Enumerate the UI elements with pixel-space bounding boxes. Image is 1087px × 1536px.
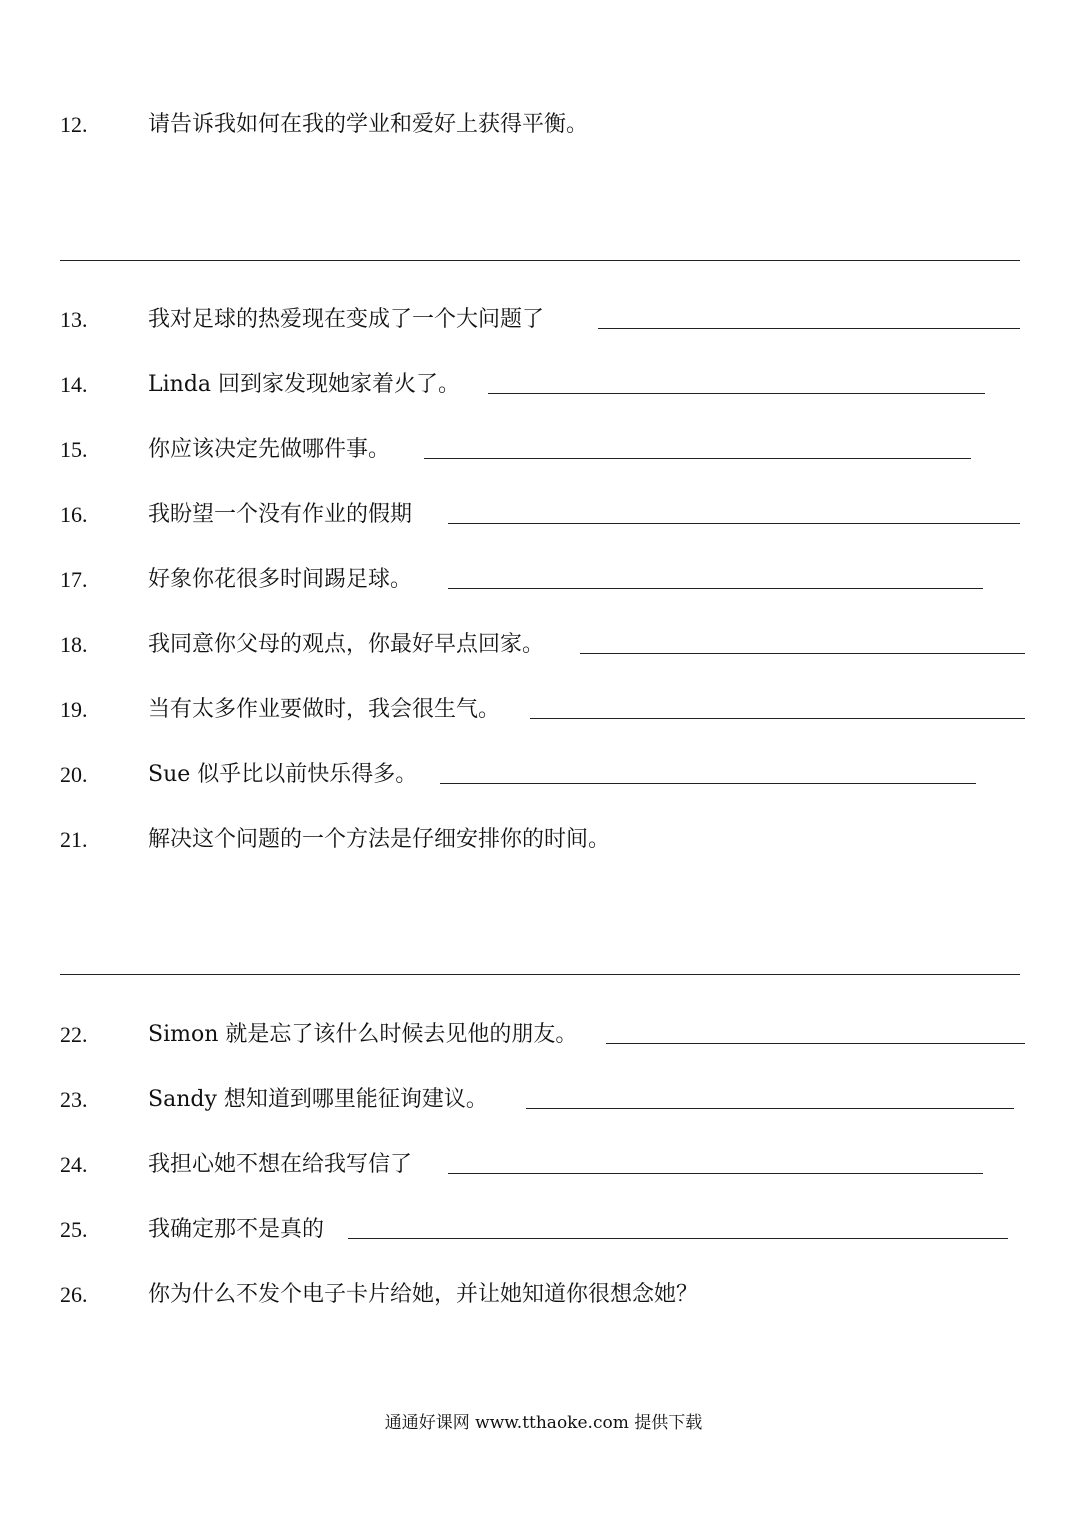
question-text: 我担心她不想在给我写信了 — [148, 1152, 413, 1177]
question-number: 18. — [60, 632, 88, 657]
answer-line-19[interactable] — [530, 718, 1025, 719]
question-text: 你应该决定先做哪件事。 — [148, 437, 391, 462]
page-footer: 通通好课网 www.tthaoke.com 提供下载 — [384, 1413, 703, 1433]
answer-line-22[interactable] — [606, 1043, 1025, 1044]
question-text: Linda 回到家发现她家着火了。 — [148, 372, 461, 397]
answer-line-15[interactable] — [424, 458, 971, 459]
answer-line-14[interactable] — [488, 393, 985, 394]
answer-line-25[interactable] — [348, 1238, 1008, 1239]
question-number: 13. — [60, 307, 88, 332]
answer-line-20[interactable] — [440, 783, 976, 784]
question-text: 我确定那不是真的 — [148, 1217, 325, 1242]
question-text: 解决这个问题的一个方法是仔细安排你的时间。 — [148, 827, 611, 852]
question-number: 21. — [60, 827, 88, 852]
answer-line-17[interactable] — [448, 588, 983, 589]
question-number: 16. — [60, 502, 88, 527]
answer-line-23[interactable] — [526, 1108, 1014, 1109]
question-number: 14. — [60, 372, 88, 397]
question-number: 24. — [60, 1152, 88, 1177]
question-text: Sandy 想知道到哪里能征询建议。 — [148, 1087, 488, 1112]
answer-line-18[interactable] — [580, 653, 1025, 654]
answer-line-16[interactable] — [448, 523, 1020, 524]
question-number: 19. — [60, 697, 88, 722]
question-number: 17. — [60, 567, 88, 592]
question-text: 当有太多作业要做时，我会很生气。 — [148, 697, 501, 722]
question-text: 我同意你父母的观点，你最好早点回家。 — [148, 632, 545, 657]
answer-line-21[interactable] — [60, 974, 1020, 975]
question-number: 22. — [60, 1022, 88, 1047]
answer-line-13[interactable] — [598, 328, 1020, 329]
answer-line-24[interactable] — [448, 1173, 983, 1174]
question-number: 26. — [60, 1282, 88, 1307]
question-text: Simon 就是忘了该什么时候去见他的朋友。 — [148, 1022, 578, 1047]
question-text: 你为什么不发个电子卡片给她，并让她知道你很想念她？ — [148, 1282, 699, 1307]
question-text: 我盼望一个没有作业的假期 — [148, 502, 413, 527]
question-text: 我对足球的热爱现在变成了一个大问题了 — [148, 307, 545, 332]
answer-line-12[interactable] — [60, 260, 1020, 261]
question-number: 20. — [60, 762, 88, 787]
question-number: 12. — [60, 112, 88, 137]
question-text: 请告诉我如何在我的学业和爱好上获得平衡。 — [148, 112, 589, 137]
question-text: 好象你花很多时间踢足球。 — [148, 567, 413, 592]
question-number: 15. — [60, 437, 88, 462]
question-text: Sue 似乎比以前快乐得多。 — [148, 762, 418, 787]
question-number: 25. — [60, 1217, 88, 1242]
question-number: 23. — [60, 1087, 88, 1112]
